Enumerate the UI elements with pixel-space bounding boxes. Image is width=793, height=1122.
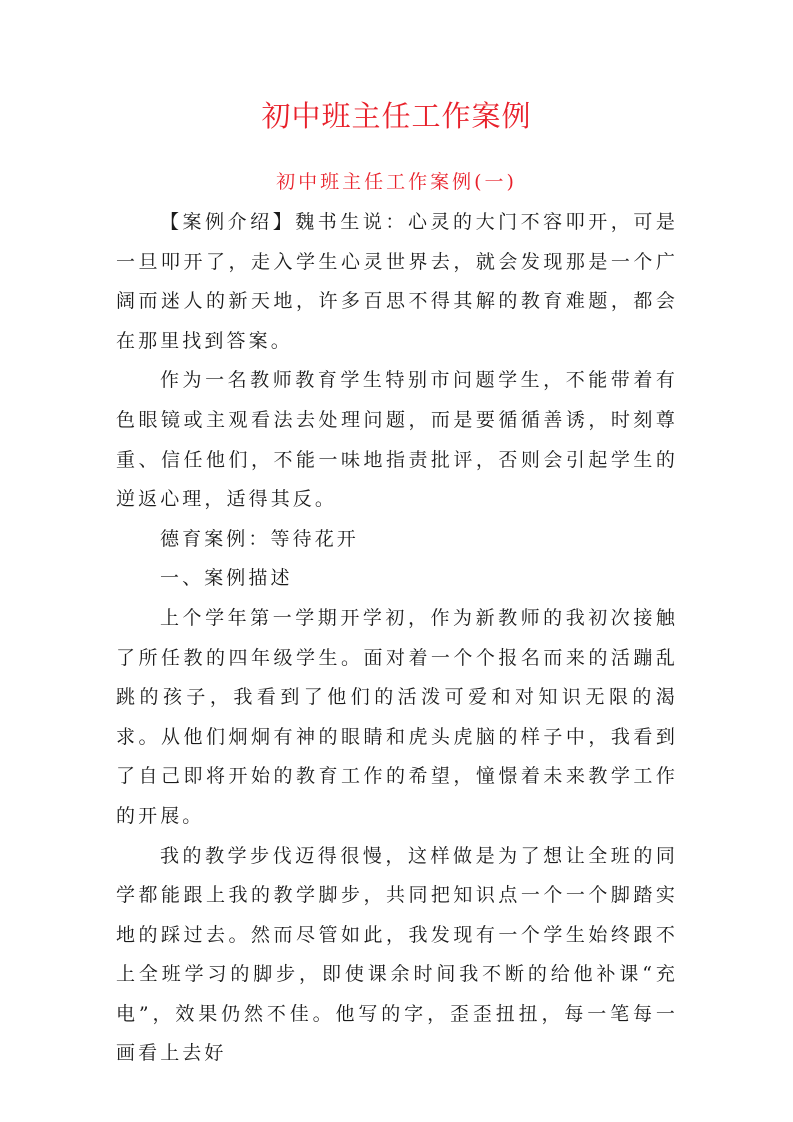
paragraph-first-semester: 上个学年第一学期开学初，作为新教师的我初次接触了所任教的四年级学生。面对着一个个报名而来的活蹦乱跳的孩子，我看到了他们的活泼可爱和对知识无限的渴求。从他们炯炯有神的眼睛和虎头虎脑的样子中，我看到了自己即将开始的教育工作的希望，憧憬着未来教学工作的开展。	[116, 606, 678, 827]
paragraph-teacher-approach: 作为一名教师教育学生特别市问题学生，不能带着有色眼镜或主观看法去处理问题，而是要循循善诱，时刻尊重、信任他们，不能一味地指责批评，否则会引起学生的逆返心理，适得其反。	[116, 369, 678, 511]
section-heading-moral-case: 德育案例：等待花开	[160, 527, 359, 550]
paragraph-case-intro: 【案例介绍】魏书生说：心灵的大门不容叩开，可是一旦叩开了，走入学生心灵世界去，就会发现那是一个广阔而迷人的新天地，许多百思不得其解的教育难题，都会在那里找到答案。	[116, 211, 678, 352]
document-subtitle: 初中班主任工作案例(一)	[276, 171, 517, 193]
paragraph-teaching-pace: 我的教学步伐迈得很慢，这样做是为了想让全班的同学都能跟上我的教学脚步，共同把知识点一个一个脚踏实地的踩过去。然而尽管如此，我发现有一个学生始终跟不上全班学习的脚步，即使课余时间我不断的给他补课“充电”，效果仍然不佳。他写的字，歪歪扭扭，每一笔每一画看上去好	[116, 844, 678, 1065]
section-heading-case-description: 一、案例描述	[160, 567, 293, 590]
document-body	[116, 203, 678, 1074]
document-title: 初中班主任工作案例	[261, 99, 532, 133]
